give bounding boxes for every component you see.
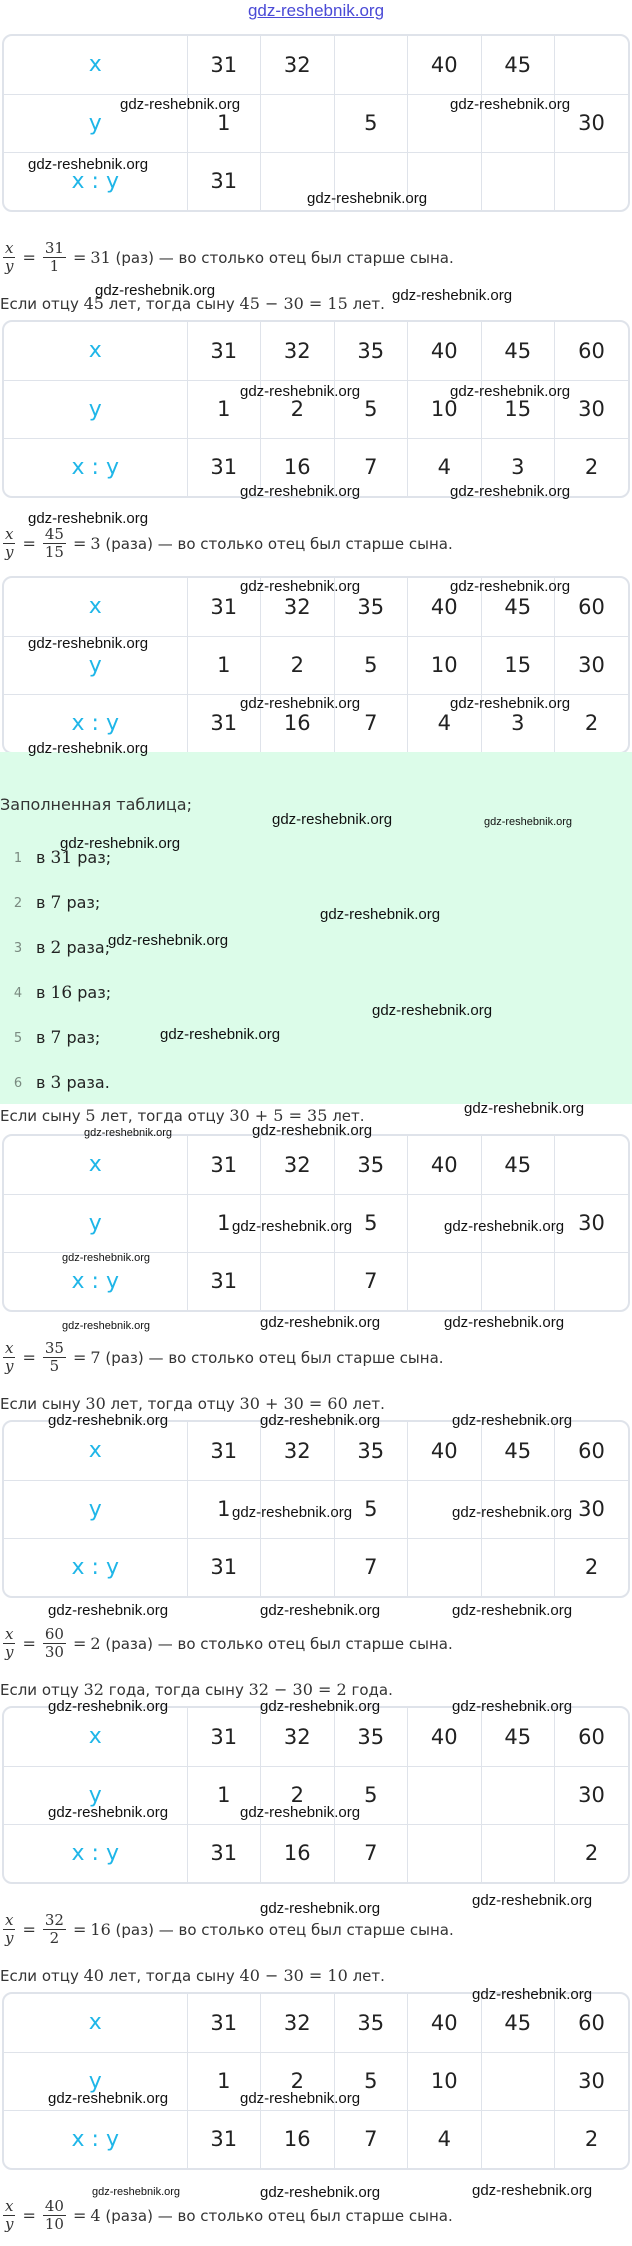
table-cell: 45 — [481, 1708, 555, 1766]
table-cell: 31 — [187, 1708, 261, 1766]
fraction-values: $\frac{60}{30}$ — [44, 1625, 64, 1661]
table-row-x — [4, 1136, 628, 1194]
table-cell: 45 — [481, 578, 555, 636]
table-cell: 31 — [187, 322, 261, 380]
watermark: gdz-reshebnik.org — [84, 1127, 173, 1139]
row-header-x: x — [4, 1994, 187, 2052]
table-cell: 32 — [261, 1422, 335, 1480]
row-header-ratio: x : y — [4, 1538, 187, 1596]
watermark: gdz-reshebnik.org — [260, 1698, 381, 1715]
watermark: gdz-reshebnik.org — [240, 578, 361, 595]
row-header-y: y — [4, 1766, 187, 1824]
table-cell: 31 — [187, 1136, 261, 1194]
row-header-y: y — [4, 94, 187, 152]
table-cell: 2 — [261, 2052, 335, 2110]
watermark: gdz-reshebnik.org — [472, 1986, 593, 2003]
watermark: gdz-reshebnik.org — [240, 1804, 361, 1821]
table-cell: 40 — [408, 1422, 482, 1480]
table-cell: 2 — [261, 636, 335, 694]
table-cell: 45 — [481, 1994, 555, 2052]
table-cell — [261, 1252, 335, 1310]
row-header-ratio: x : y — [4, 1252, 187, 1310]
watermark: gdz-reshebnik.org — [272, 811, 393, 828]
watermark: gdz-reshebnik.org — [260, 1602, 381, 1619]
table-cell: 2 — [261, 1766, 335, 1824]
table-cell: 60 — [555, 1422, 629, 1480]
table-cell: 31 — [187, 1422, 261, 1480]
table-cell: 40 — [408, 578, 482, 636]
watermark: gdz-reshebnik.org — [28, 740, 149, 757]
table-cell: 30 — [555, 1194, 629, 1252]
table-cell: 31 — [187, 152, 261, 210]
watermark: gdz-reshebnik.org — [240, 483, 361, 500]
table-cell: 30 — [555, 2052, 629, 2110]
table-cell: 32 — [261, 1994, 335, 2052]
fraction-values: $\frac{35}{5}$ — [44, 1339, 64, 1375]
formula-line: $\frac{x}{y}$ = $\frac{32}{2}$ = 16 (раз) — во столько отец был старше сына. — [5, 1911, 454, 1947]
table-cell: 31 — [187, 578, 261, 636]
watermark: gdz-reshebnik.org — [307, 190, 428, 207]
watermark: gdz-reshebnik.org — [472, 1892, 593, 1909]
row-header-x: x — [4, 578, 187, 636]
table-cell — [481, 1766, 555, 1824]
row-header-ratio: x : y — [4, 438, 187, 496]
watermark: gdz-reshebnik.org — [260, 1412, 381, 1429]
row-header-y: y — [4, 1194, 187, 1252]
table-cell: 35 — [334, 322, 408, 380]
table-cell — [555, 152, 629, 210]
table-cell: 31 — [187, 1994, 261, 2052]
row-header-x: x — [4, 1708, 187, 1766]
table-cell: 45 — [481, 1136, 555, 1194]
watermark: gdz-reshebnik.org — [450, 483, 571, 500]
table-cell: 35 — [334, 1136, 408, 1194]
page-header — [0, 0, 632, 25]
formula-line: $\frac{x}{y}$ = $\frac{45}{15}$ = 3 (раза) — во столько отец был старше сына. — [5, 525, 453, 561]
watermark: gdz-reshebnik.org — [444, 1218, 565, 1235]
table-cell: 16 — [261, 1824, 335, 1882]
fraction-values: $\frac{31}{1}$ — [44, 239, 64, 275]
formula-line: $\frac{x}{y}$ = $\frac{31}{1}$ = 31 (раз) — во столько отец был старше сына. — [5, 239, 454, 275]
table-cell: 5 — [334, 1766, 408, 1824]
table-cell: 15 — [481, 636, 555, 694]
table-cell: 35 — [334, 578, 408, 636]
list-item: 5 в 7 раз; — [13, 1028, 101, 1048]
table-cell: 2 — [555, 2110, 629, 2168]
watermark: gdz-reshebnik.org — [48, 2090, 169, 2107]
ratio-table — [2, 1706, 630, 1884]
table-cell — [334, 36, 408, 94]
table-cell: 7 — [334, 438, 408, 496]
watermark: gdz-reshebnik.org — [120, 96, 241, 113]
watermark: gdz-reshebnik.org — [62, 1252, 151, 1264]
watermark: gdz-reshebnik.org — [48, 1804, 169, 1821]
watermark: gdz-reshebnik.org — [260, 2184, 381, 2201]
table-cell — [555, 36, 629, 94]
table-cell: 32 — [261, 1136, 335, 1194]
condition-line: Если отцу 40 лет, тогда сыну 40 − 30 = 10 лет. — [0, 1966, 385, 1985]
watermark: gdz-reshebnik.org — [95, 282, 216, 299]
watermark: gdz-reshebnik.org — [372, 1002, 493, 1019]
table-cell: 2 — [261, 380, 335, 438]
watermark: gdz-reshebnik.org — [92, 2186, 181, 2198]
row-header-x: x — [4, 36, 187, 94]
table-cell — [555, 1252, 629, 1310]
table-cell: 60 — [555, 1708, 629, 1766]
table-cell: 16 — [261, 694, 335, 752]
ratio-table — [2, 576, 630, 754]
ratio-table — [2, 1992, 630, 2170]
table-cell — [555, 1136, 629, 1194]
table-cell — [408, 1538, 482, 1596]
table-cell — [481, 2052, 555, 2110]
table-row-ratio — [4, 1824, 628, 1882]
table-cell: 45 — [481, 1422, 555, 1480]
table-cell: 45 — [481, 322, 555, 380]
row-header-y: y — [4, 2052, 187, 2110]
row-header-ratio: x : y — [4, 2110, 187, 2168]
row-header-y: y — [4, 636, 187, 694]
table-row-ratio — [4, 2110, 628, 2168]
table-row-x — [4, 1708, 628, 1766]
condition-line: Если отцу 32 года, тогда сыну 32 − 30 = 2 года. — [0, 1680, 393, 1699]
table-cell: 1 — [187, 380, 261, 438]
table-cell: 31 — [187, 36, 261, 94]
table-cell — [481, 152, 555, 210]
table-cell: 40 — [408, 1994, 482, 2052]
condition-line: Если сыну 5 лет, тогда отцу 30 + 5 = 35 лет. — [0, 1106, 365, 1125]
table-cell: 5 — [334, 380, 408, 438]
watermark: gdz-reshebnik.org — [108, 932, 229, 949]
table-cell: 35 — [334, 1422, 408, 1480]
table-cell: 3 — [481, 438, 555, 496]
table-cell: 5 — [334, 2052, 408, 2110]
row-header-x: x — [4, 1136, 187, 1194]
table-cell: 60 — [555, 322, 629, 380]
table-cell: 1 — [187, 1194, 261, 1252]
watermark: gdz-reshebnik.org — [472, 2182, 593, 2199]
table-cell — [261, 1538, 335, 1596]
table-cell: 60 — [555, 1994, 629, 2052]
watermark: gdz-reshebnik.org — [450, 695, 571, 712]
answer-title: Заполненная таблица; — [0, 795, 192, 814]
table-cell: 40 — [408, 322, 482, 380]
table-cell: 32 — [261, 36, 335, 94]
table-cell — [408, 1824, 482, 1882]
watermark: gdz-reshebnik.org — [452, 1412, 573, 1429]
table-cell: 5 — [334, 636, 408, 694]
table-cell: 40 — [408, 1136, 482, 1194]
list-item: 1 в 31 раз; — [13, 848, 112, 868]
fraction-values: $\frac{40}{10}$ — [44, 2197, 64, 2233]
table-cell: 2 — [555, 694, 629, 752]
table-cell: 7 — [334, 694, 408, 752]
row-header-ratio: x : y — [4, 1824, 187, 1882]
fraction-xy: $\frac{x}{y}$ — [5, 525, 14, 561]
list-item: 4 в 16 раз; — [13, 983, 112, 1003]
fraction-xy: $\frac{x}{y}$ — [5, 239, 14, 275]
watermark: gdz-reshebnik.org — [452, 1698, 573, 1715]
table-cell: 31 — [187, 1824, 261, 1882]
fraction-xy: $\frac{x}{y}$ — [5, 2197, 14, 2233]
watermark: gdz-reshebnik.org — [444, 1314, 565, 1331]
table-cell: 31 — [187, 438, 261, 496]
table-cell: 31 — [187, 2110, 261, 2168]
table-cell — [481, 1824, 555, 1882]
watermark: gdz-reshebnik.org — [260, 1900, 381, 1917]
table-cell: 4 — [408, 438, 482, 496]
table-cell — [481, 1252, 555, 1310]
table-cell: 2 — [555, 1824, 629, 1882]
row-header-x: x — [4, 1422, 187, 1480]
row-header-x: x — [4, 322, 187, 380]
watermark: gdz-reshebnik.org — [464, 1100, 585, 1117]
table-cell: 1 — [187, 1766, 261, 1824]
table-cell: 35 — [334, 1994, 408, 2052]
table-cell: 35 — [334, 1708, 408, 1766]
watermark: gdz-reshebnik.org — [232, 1504, 353, 1521]
site-link[interactable]: gdz-reshebnik.org — [247, 1, 385, 20]
watermark: gdz-reshebnik.org — [240, 2090, 361, 2107]
table-cell: 2 — [555, 438, 629, 496]
watermark: gdz-reshebnik.org — [48, 1602, 169, 1619]
table-cell: 2 — [555, 1538, 629, 1596]
table-cell: 3 — [481, 694, 555, 752]
table-cell: 16 — [261, 438, 335, 496]
fraction-xy: $\frac{x}{y}$ — [5, 1339, 14, 1375]
table-row-x — [4, 322, 628, 380]
row-header-ratio: x : y — [4, 694, 187, 752]
table-cell — [481, 2110, 555, 2168]
fraction-xy: $\frac{x}{y}$ — [5, 1625, 14, 1661]
row-header-y: y — [4, 380, 187, 438]
watermark: gdz-reshebnik.org — [320, 906, 441, 923]
table-cell: 30 — [555, 1480, 629, 1538]
table-cell: 16 — [261, 2110, 335, 2168]
table-cell: 45 — [481, 36, 555, 94]
table-row-x — [4, 36, 628, 94]
watermark: gdz-reshebnik.org — [240, 383, 361, 400]
table-row-x — [4, 1422, 628, 1480]
table-cell: 5 — [334, 1480, 408, 1538]
table-cell: 5 — [334, 94, 408, 152]
watermark: gdz-reshebnik.org — [28, 510, 149, 527]
list-item: 2 в 7 раз; — [13, 893, 101, 913]
table-cell: 1 — [187, 636, 261, 694]
watermark: gdz-reshebnik.org — [392, 287, 513, 304]
watermark: gdz-reshebnik.org — [252, 1122, 373, 1139]
watermark: gdz-reshebnik.org — [450, 383, 571, 400]
watermark: gdz-reshebnik.org — [452, 1504, 573, 1521]
table-cell: 30 — [555, 636, 629, 694]
watermark: gdz-reshebnik.org — [452, 1602, 573, 1619]
table-cell: 32 — [261, 578, 335, 636]
table-cell: 7 — [334, 1252, 408, 1310]
fraction-xy: $\frac{x}{y}$ — [5, 1911, 14, 1947]
watermark: gdz-reshebnik.org — [450, 578, 571, 595]
table-cell: 15 — [481, 380, 555, 438]
table-cell: 7 — [334, 2110, 408, 2168]
table-cell: 31 — [187, 694, 261, 752]
condition-line: Если отцу 45 лет, тогда сыну 45 − 30 = 15 лет. — [0, 294, 385, 313]
table-cell: 30 — [555, 380, 629, 438]
watermark: gdz-reshebnik.org — [260, 1314, 381, 1331]
table-cell: 10 — [408, 2052, 482, 2110]
watermark: gdz-reshebnik.org — [232, 1218, 353, 1235]
table-cell: 1 — [187, 94, 261, 152]
ratio-table — [2, 320, 630, 498]
table-cell: 1 — [187, 1480, 261, 1538]
row-header-y: y — [4, 1480, 187, 1538]
watermark: gdz-reshebnik.org — [484, 816, 573, 828]
table-cell: 4 — [408, 694, 482, 752]
table-cell: 31 — [187, 1252, 261, 1310]
table-cell: 7 — [334, 1824, 408, 1882]
table-cell: 30 — [555, 94, 629, 152]
row-header-ratio: x : y — [4, 152, 187, 210]
watermark: gdz-reshebnik.org — [48, 1412, 169, 1429]
formula-line: $\frac{x}{y}$ = $\frac{40}{10}$ = 4 (раза) — во столько отец был старше сына. — [5, 2197, 453, 2233]
table-cell — [261, 94, 335, 152]
formula-line: $\frac{x}{y}$ = $\frac{60}{30}$ = 2 (раза) — во столько отец был старше сына. — [5, 1625, 453, 1661]
fraction-values: $\frac{45}{15}$ — [44, 525, 64, 561]
table-cell: 32 — [261, 1708, 335, 1766]
watermark: gdz-reshebnik.org — [28, 156, 149, 173]
table-cell: 30 — [555, 1766, 629, 1824]
watermark: gdz-reshebnik.org — [240, 695, 361, 712]
watermark: gdz-reshebnik.org — [48, 1698, 169, 1715]
watermark: gdz-reshebnik.org — [60, 835, 181, 852]
table-cell: 40 — [408, 1708, 482, 1766]
watermark: gdz-reshebnik.org — [62, 1320, 151, 1332]
table-cell: 1 — [187, 2052, 261, 2110]
ratio-table — [2, 34, 630, 212]
table-cell — [408, 1766, 482, 1824]
watermark: gdz-reshebnik.org — [28, 635, 149, 652]
table-cell: 31 — [187, 1538, 261, 1596]
table-row-ratio — [4, 1538, 628, 1596]
formula-line: $\frac{x}{y}$ = $\frac{35}{5}$ = 7 (раз) — во столько отец был старше сына. — [5, 1339, 444, 1375]
list-item: 6 в 3 раза. — [13, 1073, 110, 1093]
table-cell — [481, 1538, 555, 1596]
watermark: gdz-reshebnik.org — [450, 96, 571, 113]
table-cell: 4 — [408, 2110, 482, 2168]
condition-line: Если сыну 30 лет, тогда отцу 30 + 30 = 60 лет. — [0, 1394, 385, 1413]
table-cell: 10 — [408, 636, 482, 694]
table-cell: 7 — [334, 1538, 408, 1596]
table-cell: 60 — [555, 578, 629, 636]
table-cell — [408, 1252, 482, 1310]
table-cell: 10 — [408, 380, 482, 438]
table-cell: 5 — [334, 1194, 408, 1252]
table-cell: 40 — [408, 36, 482, 94]
fraction-values: $\frac{32}{2}$ — [44, 1911, 64, 1947]
list-item: 3 в 2 раза; — [13, 938, 111, 958]
table-cell: 32 — [261, 322, 335, 380]
watermark: gdz-reshebnik.org — [160, 1026, 281, 1043]
